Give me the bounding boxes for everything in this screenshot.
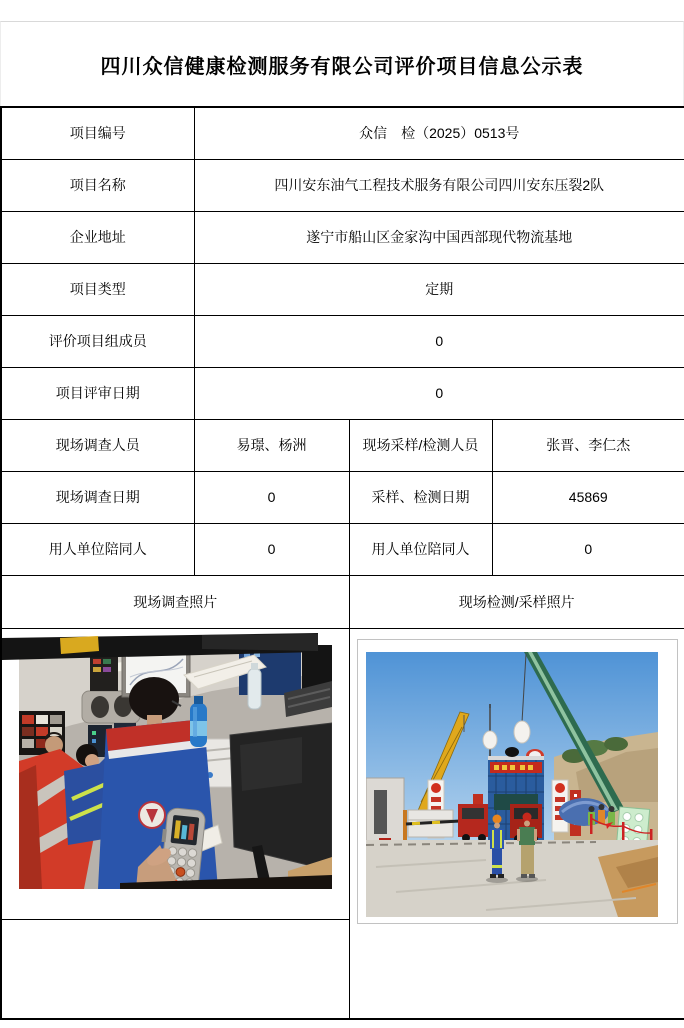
- info-label-cell: 项目名称: [1, 159, 194, 211]
- split-value-cell: 0: [194, 471, 349, 523]
- table-row: [1, 159, 684, 211]
- split-label-cell: 现场采样/检测人员: [349, 419, 492, 471]
- table-row: [1, 575, 684, 628]
- title-band: [0, 21, 684, 106]
- info-value-cell: 0: [194, 367, 684, 419]
- info-table: [0, 106, 684, 1020]
- split-value-cell: 0: [492, 523, 684, 575]
- table-row: [1, 523, 684, 575]
- table-row: [1, 367, 684, 419]
- info-label-cell: 项目评审日期: [1, 367, 194, 419]
- table-row: [1, 263, 684, 315]
- info-value-cell: 四川安东油气工程技术服务有限公司四川安东压裂2队: [194, 159, 684, 211]
- sampling-photo-cell: [349, 628, 684, 1019]
- road: [366, 840, 658, 917]
- table-row: [1, 628, 684, 919]
- info-label-cell: 项目类型: [1, 263, 194, 315]
- control-room-scene: [19, 645, 332, 889]
- sampling-photo-frame: [357, 639, 678, 924]
- table-row: [1, 419, 684, 471]
- info-value-cell: 遂宁市船山区金家沟中国西部现代物流基地: [194, 211, 684, 263]
- survey-photo-cell: [1, 628, 349, 919]
- split-label-cell: 采样、检测日期: [349, 471, 492, 523]
- empty-cell: [1, 919, 349, 1019]
- survey-photo: [2, 633, 343, 889]
- table-row: [1, 211, 684, 263]
- split-value-cell: 易璟、杨洲: [194, 419, 349, 471]
- info-value-cell: 0: [194, 315, 684, 367]
- table-row: [1, 471, 684, 523]
- split-label-cell: 现场调查日期: [1, 471, 194, 523]
- photo-header-right: 现场检测/采样照片: [349, 575, 684, 628]
- info-value-cell: 众信 检（2025）0513号: [194, 107, 684, 159]
- photo-header-left: 现场调查照片: [1, 575, 349, 628]
- split-label-cell: 用人单位陪同人: [349, 523, 492, 575]
- info-label-cell: 项目编号: [1, 107, 194, 159]
- split-value-cell: 张晋、李仁杰: [492, 419, 684, 471]
- split-value-cell: 0: [194, 523, 349, 575]
- split-label-cell: 现场调查人员: [1, 419, 194, 471]
- page-top-margin: [0, 0, 684, 21]
- table-row: [1, 107, 684, 159]
- split-label-cell: 用人单位陪同人: [1, 523, 194, 575]
- split-value-cell: 45869: [492, 471, 684, 523]
- sampling-photo: [366, 652, 658, 917]
- info-label-cell: 评价项目组成员: [1, 315, 194, 367]
- info-value-cell: 定期: [194, 263, 684, 315]
- info-label-cell: 企业地址: [1, 211, 194, 263]
- page-title: 四川众信健康检测服务有限公司评价项目信息公示表: [100, 55, 584, 78]
- table-row: [1, 315, 684, 367]
